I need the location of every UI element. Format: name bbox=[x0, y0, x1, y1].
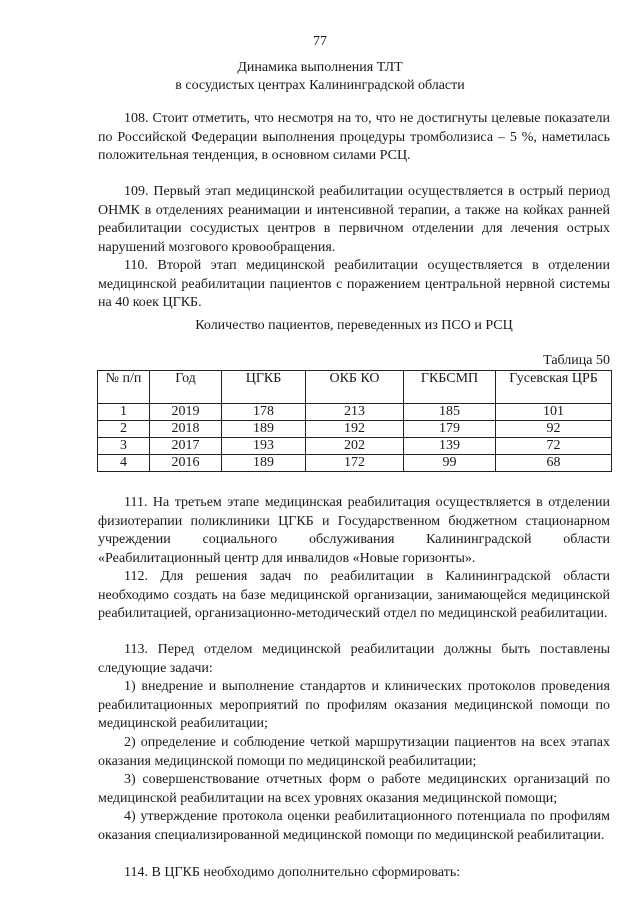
table-cell: 99 bbox=[404, 455, 496, 472]
paragraph-110: 110. Второй этап медицинской реабилитации осуществляется в отделении медицинской реабилитации пациентов с поражением центральной нервной системы на 40 коек ЦГКБ. bbox=[98, 258, 610, 311]
section-heading-line-1: Динамика выполнения ТЛТ bbox=[237, 60, 403, 75]
table-caption: Количество пациентов, переведенных из ПСО и РСЦ bbox=[195, 318, 513, 333]
table-cell: 202 bbox=[306, 438, 404, 455]
paragraph-114: 114. В ЦГКБ необходимо дополнительно сформировать: bbox=[124, 865, 461, 880]
paragraph-109: 109. Первый этап медицинской реабилитации осуществляется в острый период ОНМК в отделениях реанимации и интенсивной терапии, а также на койках ранней реабилитации сосудистых центров в первичном отделении для лечения острых нарушений мозгового кровообращения. bbox=[98, 184, 610, 255]
table-cell: 213 bbox=[306, 404, 404, 421]
paragraph-111: 111. На третьем этапе медицинская реабилитация осуществляется в отделении физиотерапии поликлиники ЦГКБ и Государственном бюджетном стационарном учреждении социального обслуживания Калининградской области «Реабилитационный центр для инвалидов «Новые горизонты». bbox=[98, 495, 610, 566]
paragraph-112: 112. Для решения задач по реабилитации в Калининградской области необходимо создать на базе медицинской организации, занимающейся медицинской реабилитацией, организационно-методический отдел по медицинской реабилитации. bbox=[98, 569, 610, 622]
table-row bbox=[98, 438, 612, 455]
table-cell: 2018 bbox=[150, 421, 222, 438]
table-cell: 178 bbox=[222, 404, 306, 421]
table-cell: 179 bbox=[404, 421, 496, 438]
table-cell: 192 bbox=[306, 421, 404, 438]
page-number: 77 bbox=[313, 34, 327, 49]
table-cell: 2 bbox=[98, 421, 150, 438]
header-okb-ko: ОКБ КО bbox=[306, 371, 404, 404]
task-item-3: 3) совершенствование отчетных форм о работе медицинских организаций по медицинской реабилитации на всех уровнях оказания медицинской помощи; bbox=[98, 772, 610, 806]
header-gkbsmp: ГКБСМП bbox=[404, 371, 496, 404]
table-cell: 193 bbox=[222, 438, 306, 455]
table-row bbox=[98, 421, 612, 438]
table-header-row bbox=[98, 371, 612, 404]
table-cell: 172 bbox=[306, 455, 404, 472]
table-cell: 2019 bbox=[150, 404, 222, 421]
table-cell: 1 bbox=[98, 404, 150, 421]
header-cgkb: ЦГКБ bbox=[222, 371, 306, 404]
table-cell: 189 bbox=[222, 455, 306, 472]
task-item-2: 2) определение и соблюдение четкой маршрутизации пациентов на всех этапах оказания медицинской помощи по медицинской реабилитации; bbox=[98, 735, 610, 769]
section-heading-line-2: в сосудистых центрах Калининградской области bbox=[175, 78, 465, 93]
table-row bbox=[98, 404, 612, 421]
table-cell: 68 bbox=[496, 455, 612, 472]
table-row bbox=[98, 455, 612, 472]
table-cell: 139 bbox=[404, 438, 496, 455]
table-cell: 2017 bbox=[150, 438, 222, 455]
task-item-4: 4) утверждение протокола оценки реабилитационного потенциала по профилям оказания специализированной медицинской помощи по медицинской реабилитации. bbox=[98, 809, 610, 843]
header-number: № п/п bbox=[98, 371, 150, 404]
paragraph-113: 113. Перед отделом медицинской реабилитации должны быть поставлены следующие задачи: bbox=[98, 642, 610, 676]
table-cell: 72 bbox=[496, 438, 612, 455]
table-cell: 189 bbox=[222, 421, 306, 438]
header-gusev-crb: Гусевская ЦРБ bbox=[496, 371, 612, 404]
paragraph-108: 108. Стоит отметить, что несмотря на то, что не достигнуты целевые показатели по Российской Федерации выполнения процедуры тромболизиса – 5 %, наметилась положительная тенденция, в основном силами РСЦ. bbox=[98, 111, 610, 164]
table-cell: 2016 bbox=[150, 455, 222, 472]
header-year: Год bbox=[150, 371, 222, 404]
table-cell: 101 bbox=[496, 404, 612, 421]
table-cell: 185 bbox=[404, 404, 496, 421]
task-item-1: 1) внедрение и выполнение стандартов и клинических протоколов проведения реабилитационных мероприятий по профилям оказания медицинской помощи по медицинской реабилитации; bbox=[98, 679, 610, 732]
patients-transfer-table bbox=[97, 370, 612, 472]
table-number-label: Таблица 50 bbox=[543, 353, 610, 368]
table-cell: 3 bbox=[98, 438, 150, 455]
table-cell: 4 bbox=[98, 455, 150, 472]
table-cell: 92 bbox=[496, 421, 612, 438]
